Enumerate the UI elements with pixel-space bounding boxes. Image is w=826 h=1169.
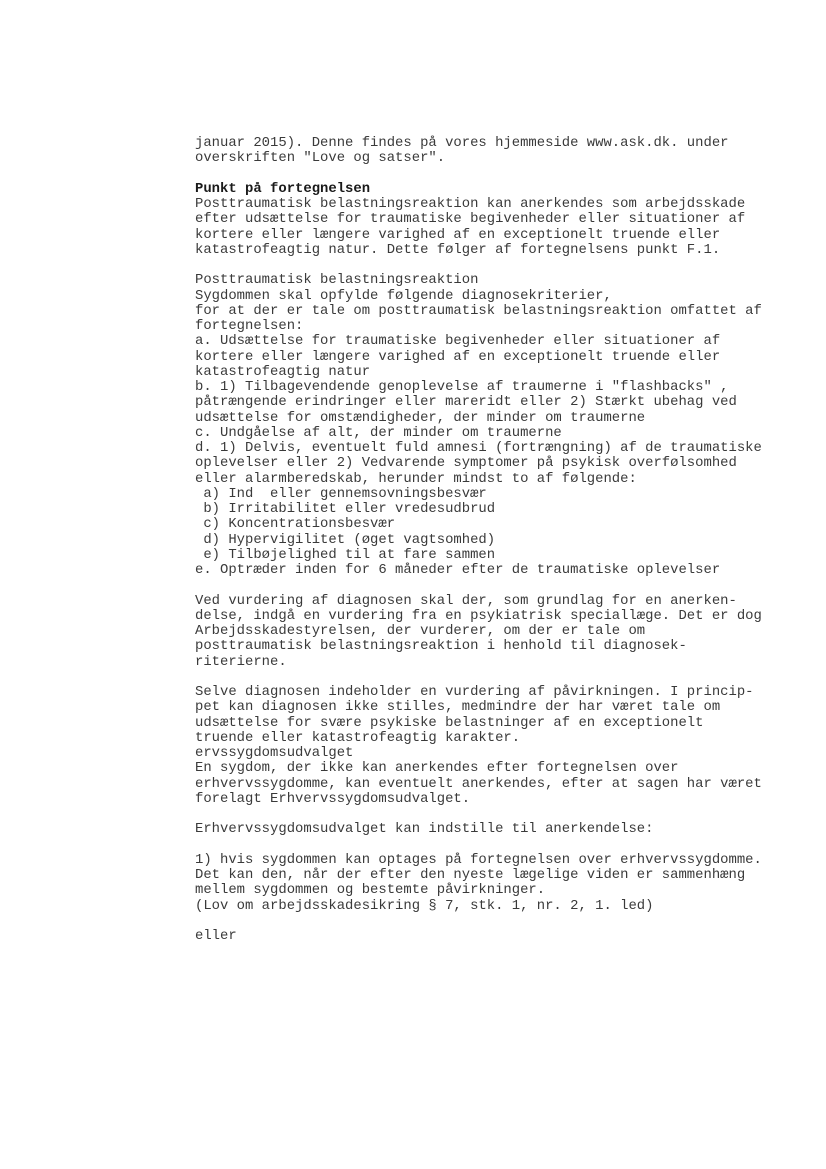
blank-line	[195, 838, 795, 853]
section-diagnosis	[195, 685, 795, 807]
text-line: udsættelse for omstændigheder, der minder om traumerne	[195, 409, 646, 426]
intro-paragraph	[195, 136, 795, 167]
legal-reference: (Lov om arbejdsskadesikring § 7, stk. 1, nr. 2, 1. led)	[195, 897, 654, 914]
section-heading: Punkt på fortegnelsen	[195, 180, 371, 197]
text-line: Selve diagnosen indeholder en vurdering af påvirkningen. I princip-	[195, 684, 754, 700]
criterion-d: d. 1) Delvis, eventuelt fuld amnesi (fortrængning) af de traumatiske	[195, 440, 762, 456]
text-line: fortegnelsen:	[195, 318, 304, 334]
blank-line	[195, 258, 795, 273]
sub-criterion-d: d) Hypervigilitet (øget vagtsomhed)	[195, 531, 496, 548]
text-line: Erhvervssygdomsudvalget kan indstille til anerkendelse:	[195, 821, 654, 838]
section-punkt-paa-fortegnelsen	[195, 182, 795, 258]
text-line: Sygdommen skal opfylde følgende diagnosekriterier,	[195, 287, 612, 304]
blank-line	[195, 807, 795, 822]
blank-line	[195, 914, 795, 929]
section-condition-1	[195, 853, 795, 914]
criterion-e: e. Optræder inden for 6 måneder efter de traumatiske oplevelser	[195, 562, 721, 578]
text-line: Posttraumatisk belastningsreaktion kan anerkendes som arbejdsskade	[195, 196, 746, 212]
text-line: Ved vurdering af diagnosen skal der, som grundlag for en anerken-	[195, 592, 737, 609]
sub-criterion-a: a) Ind eller gennemsovningsbesvær	[195, 485, 487, 502]
text-line: En sygdom, der ikke kan anerkendes efter fortegnelsen over	[195, 760, 679, 777]
text-line: mellem sygdommen og bestemte påvirkninger.	[195, 882, 546, 899]
criterion-b: b. 1) Tilbagevendende genoplevelse af traumerne i "flashbacks" ,	[195, 379, 729, 395]
text-line: erhvervssygdomme, kan eventuelt anerkendes, efter at sagen har været	[195, 775, 762, 792]
sub-criterion-c: c) Koncentrationsbesvær	[195, 516, 396, 533]
text-line: katastrofeagtig natur	[195, 363, 371, 380]
section-diagnostic-criteria	[195, 273, 795, 578]
text-line: 1) hvis sygdommen kan optages på fortegnelsen over erhvervssygdomme.	[195, 851, 762, 868]
blank-line	[195, 167, 795, 182]
text-line: truende eller katastrofeagtig karakter.	[195, 729, 521, 746]
text-line: forelagt Erhvervssygdomsudvalget.	[195, 790, 471, 807]
text-line: efter udsættelse for traumatiske begivenheder eller situationer af	[195, 211, 746, 228]
text-line: posttraumatisk belastningsreaktion i henhold til diagnosek-	[195, 638, 687, 655]
sub-criterion-b: b) Irritabilitet eller vredesudbrud	[195, 501, 496, 517]
section-assessment	[195, 594, 795, 670]
text-line: Arbejdsskadestyrelsen, der vurderer, om der er tale om	[195, 623, 646, 639]
criterion-c: c. Undgåelse af alt, der minder om traumerne	[195, 424, 562, 441]
blank-line	[195, 578, 795, 593]
text-line: kortere eller længere varighed af en exceptionelt truende eller	[195, 348, 721, 365]
text-line: katastrofeagtig natur. Dette følger af fortegnelsens punkt F.1.	[195, 241, 721, 258]
text-line: pet kan diagnosen ikke stilles, medmindre der har været tale om	[195, 699, 721, 716]
text-line: kortere eller længere varighed af en exceptionelt truende eller	[195, 226, 721, 243]
text-line: eller alarmberedskab, herunder mindst to af følgende:	[195, 470, 637, 487]
text-line: for at der er tale om posttraumatisk belastningsreaktion omfattet af	[195, 302, 762, 319]
text-line: påtrængende erindringer eller mareridt eller 2) Stærkt ubehag ved	[195, 394, 737, 411]
text-line: overskriften "Love og satser".	[195, 150, 446, 167]
or-text: eller	[195, 928, 237, 944]
subsection-title: ervssygdomsudvalget	[195, 745, 354, 761]
text-line: oplevelser eller 2) Vedvarende symptomer på psykisk overfølsomhed	[195, 455, 737, 472]
criterion-a: a. Udsættelse for traumatiske begivenheder eller situationer af	[195, 333, 721, 350]
document-page	[195, 136, 795, 944]
text-line: delse, indgå en vurdering fra en psykiatrisk speciallæge. Det er dog	[195, 607, 762, 624]
text-line: Det kan den, når der efter den nyeste lægelige viden er sammenhæng	[195, 867, 746, 883]
section-title: Posttraumatisk belastningsreaktion	[195, 272, 479, 289]
blank-line	[195, 670, 795, 685]
text-line: udsættelse for svære psykiske belastninger af en exceptionelt	[195, 714, 704, 731]
sub-criterion-e: e) Tilbøjelighed til at fare sammen	[195, 546, 496, 563]
section-committee	[195, 822, 795, 837]
text-line: riterierne.	[195, 653, 287, 670]
text-line: januar 2015). Denne findes på vores hjemmeside www.ask.dk. under	[195, 135, 729, 151]
